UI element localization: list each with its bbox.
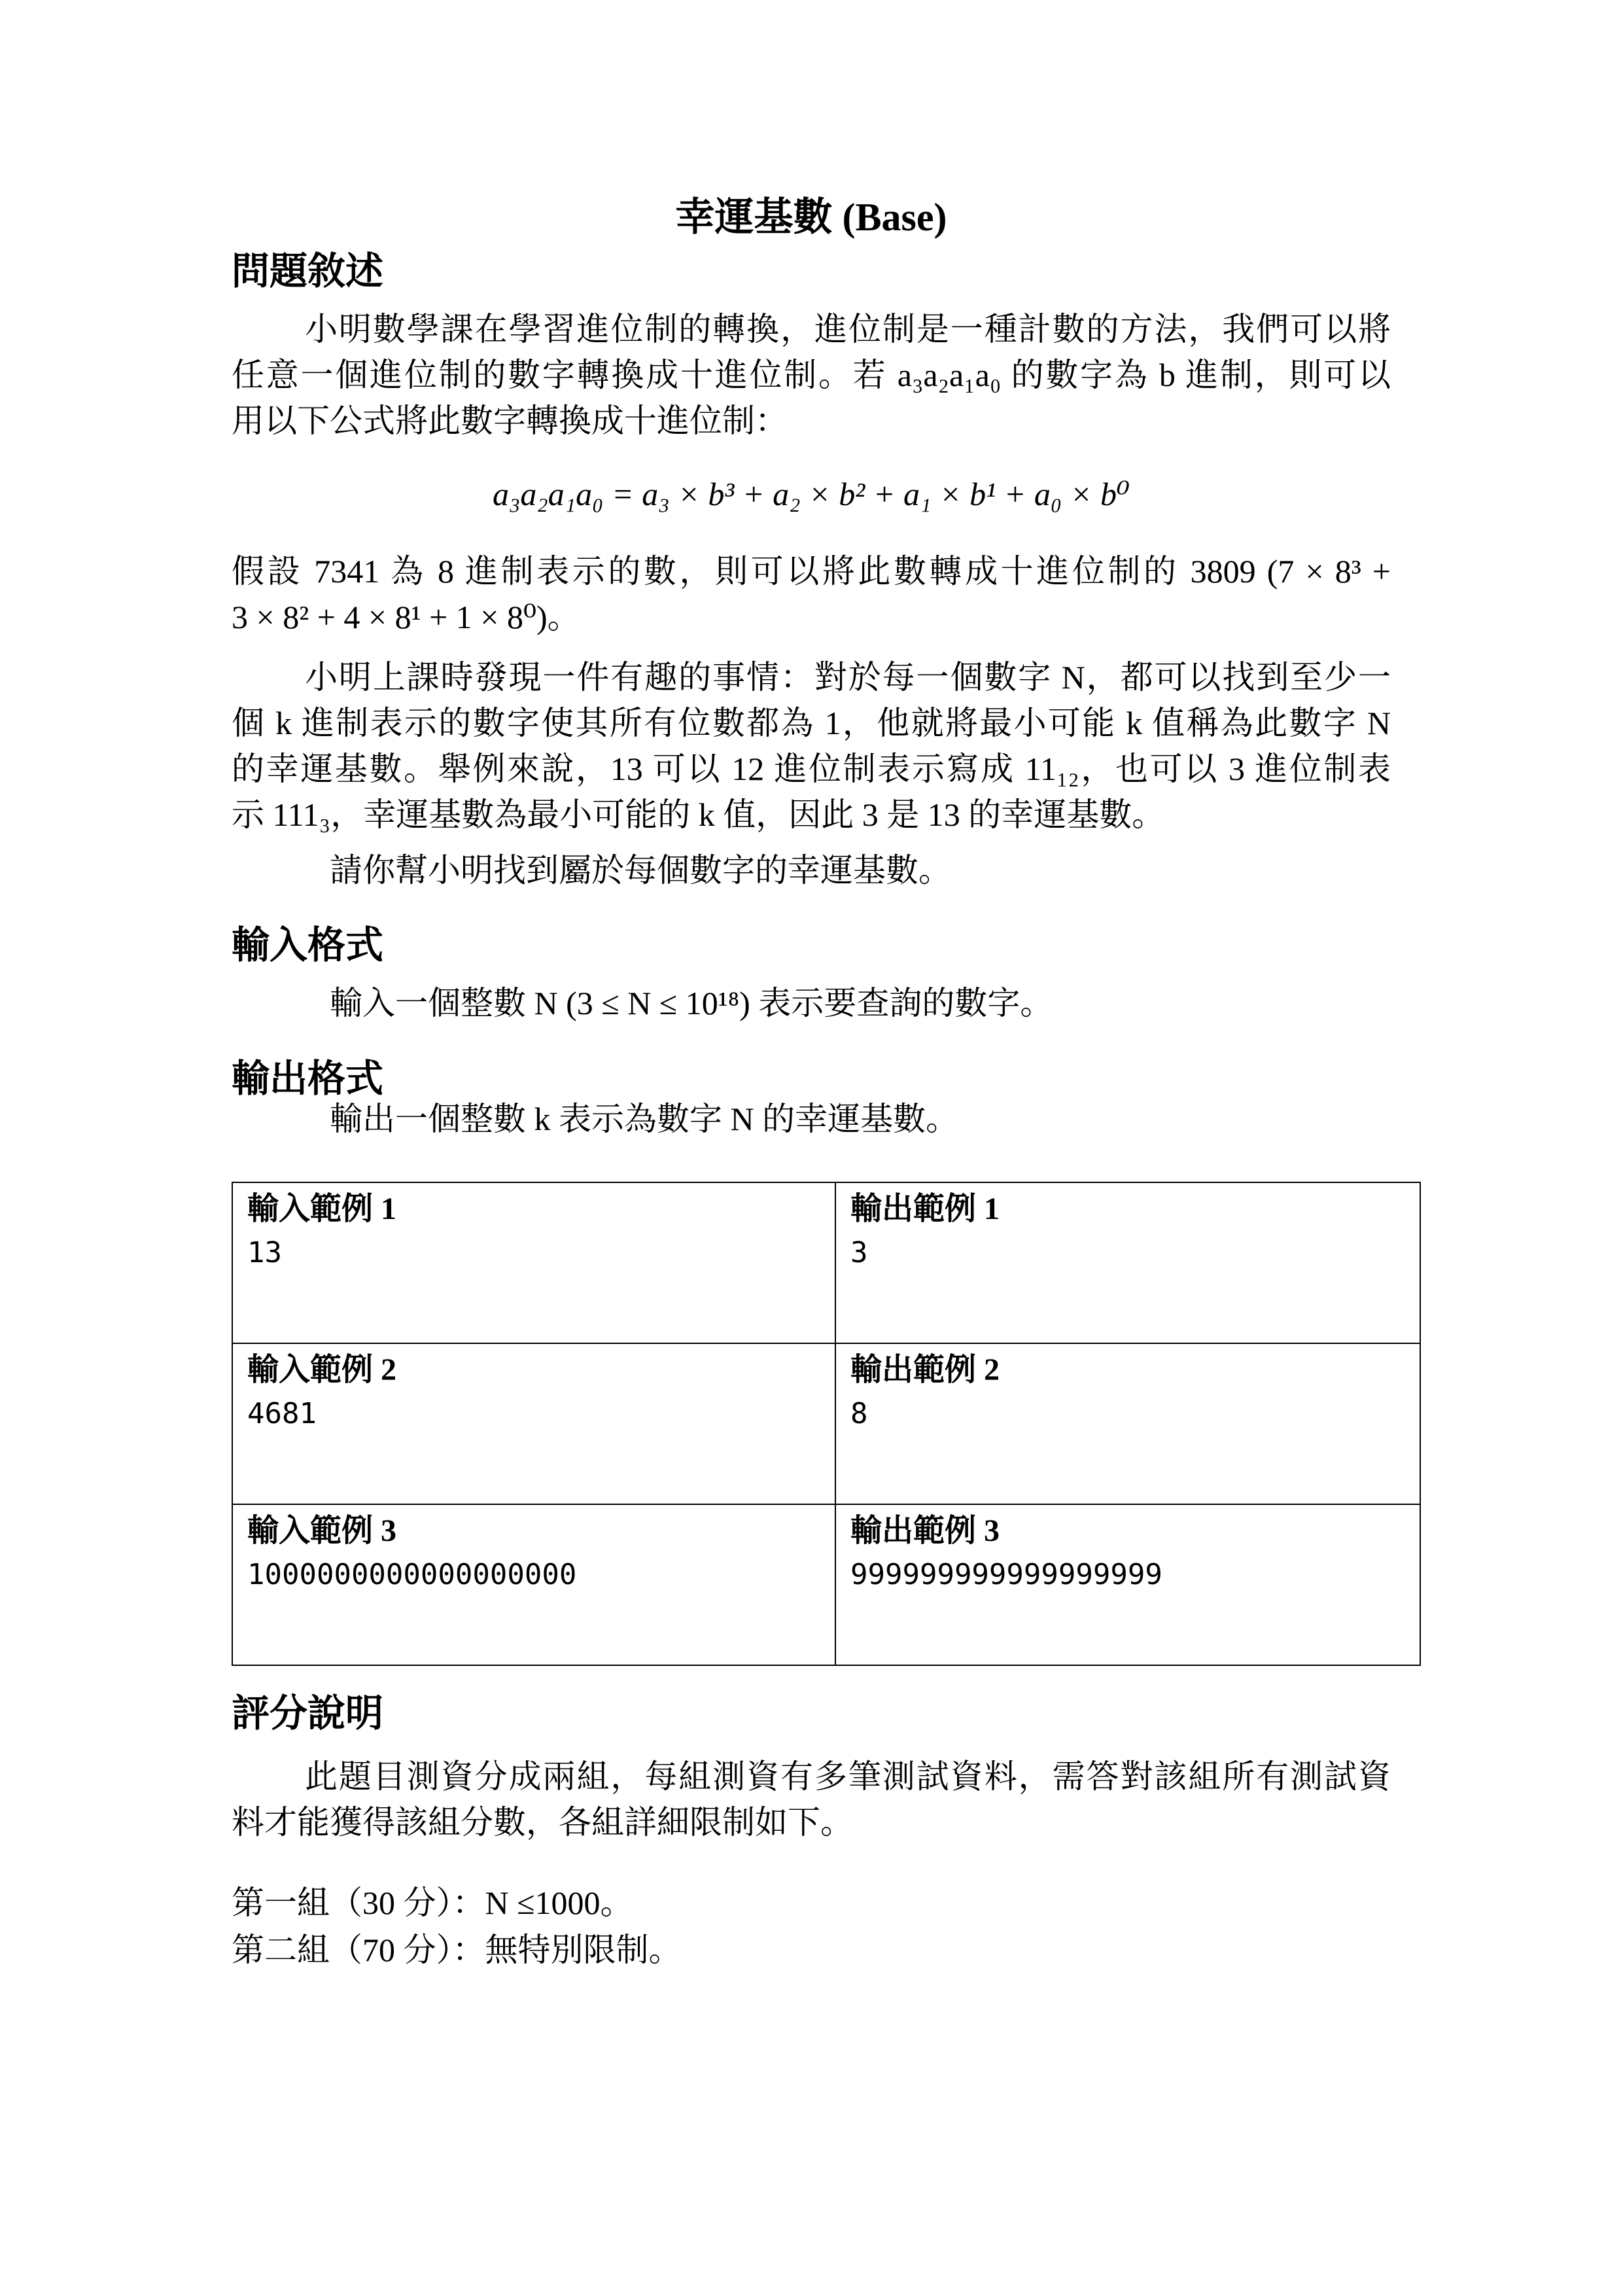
example-output-value: 999999999999999999 (850, 1558, 1162, 1591)
text-line: 的幸運基數。舉例來說，13 可以 12 進位制表示寫成 11₁₂，也可以 3 進位制表 (232, 751, 1391, 787)
example-input-label: 輸入範例 3 (247, 1513, 397, 1548)
example-2-output-cell (835, 1343, 1420, 1504)
example-output-label: 輸出範例 1 (850, 1192, 1000, 1226)
example-input-value: 4681 (247, 1397, 317, 1430)
scoring-groups (232, 1879, 1391, 1973)
input-format-description: 輸入一個整數 N (3 ≤ N ≤ 10¹⁸) 表示要查詢的數字。 (330, 985, 1053, 1021)
output-format-description: 輸出一個整數 k 表示為數字 N 的幸運基數。 (330, 1101, 959, 1137)
text-line: 示 111₃，幸運基數為最小可能的 k 值，因此 3 是 13 的幸運基數。 (232, 796, 1165, 833)
section-heading-input-format: 輸入格式 (232, 924, 384, 966)
example-input-value: 1000000000000000000 (247, 1558, 577, 1591)
base-conversion-formula: a₃a₂a₁a₀ = a₃ × b³ + a₂ × b² + a₁ × b¹ + a₀ × b⁰ (493, 476, 1130, 512)
page-title: 幸運基數 (Base) (675, 196, 947, 239)
text-line: 用以下公式將此數字轉換成十進位制： (232, 402, 788, 439)
scoring-paragraph (232, 1754, 1391, 1845)
example-row-2 (232, 1343, 1420, 1504)
example-1-output-cell (835, 1182, 1420, 1343)
example-row-3 (232, 1504, 1420, 1665)
example-output-value: 3 (850, 1236, 868, 1269)
example-output-label: 輸出範例 2 (850, 1352, 1000, 1387)
text-line: 此題目測資分成兩組，每組測資有多筆測試資料，需答對該組所有測試資 (305, 1758, 1391, 1795)
text-line: 任意一個進位制的數字轉換成十進位制。若 a₃a₂a₁a₀ 的數字為 b 進制，則可以 (232, 357, 1391, 393)
example-1-input-cell (232, 1182, 835, 1343)
section-heading-scoring: 評分說明 (232, 1692, 384, 1735)
text-line: 3 × 8² + 4 × 8¹ + 1 × 8⁰)。 (232, 599, 580, 635)
example-3-input-cell (232, 1504, 835, 1665)
text-line: 料才能獲得該組分數，各組詳細限制如下。 (232, 1804, 853, 1841)
scoring-group-2: 第二組（70 分）：無特別限制。 (232, 1932, 682, 1968)
text-line: 假設 7341 為 8 進制表示的數，則可以將此數轉成十進位制的 3809 (7 × 8³ + (232, 553, 1391, 590)
example-output-value: 8 (850, 1397, 868, 1430)
section-heading-problem: 問題敘述 (232, 250, 384, 292)
text-line: 請你幫小明找到屬於每個數字的幸運基數。 (330, 852, 951, 889)
example-3-output-cell (835, 1504, 1420, 1665)
problem-paragraph-1 (232, 306, 1391, 444)
problem-paragraph-2 (232, 548, 1391, 640)
examples-table (232, 1182, 1421, 1666)
example-2-input-cell (232, 1343, 835, 1504)
scoring-group-1: 第一組（30 分）：N ≤1000。 (232, 1884, 633, 1921)
example-input-label: 輸入範例 1 (247, 1192, 397, 1226)
problem-paragraph-3 (232, 654, 1391, 838)
example-input-label: 輸入範例 2 (247, 1352, 397, 1387)
text-line: 小明數學課在學習進位制的轉換，進位制是一種計數的方法，我們可以將 (305, 311, 1391, 347)
problem-paragraph-4 (232, 847, 1489, 893)
text-line: 小明上課時發現一件有趣的事情：對於每一個數字 N，都可以找到至少一 (305, 659, 1391, 696)
text-line: 個 k 進制表示的數字使其所有位數都為 1，他就將最小可能 k 值稱為此數字 N (232, 705, 1391, 741)
section-heading-output-format: 輸出格式 (232, 1057, 384, 1100)
example-input-value: 13 (247, 1236, 282, 1269)
example-row-1 (232, 1182, 1420, 1343)
example-output-label: 輸出範例 3 (850, 1513, 1000, 1548)
